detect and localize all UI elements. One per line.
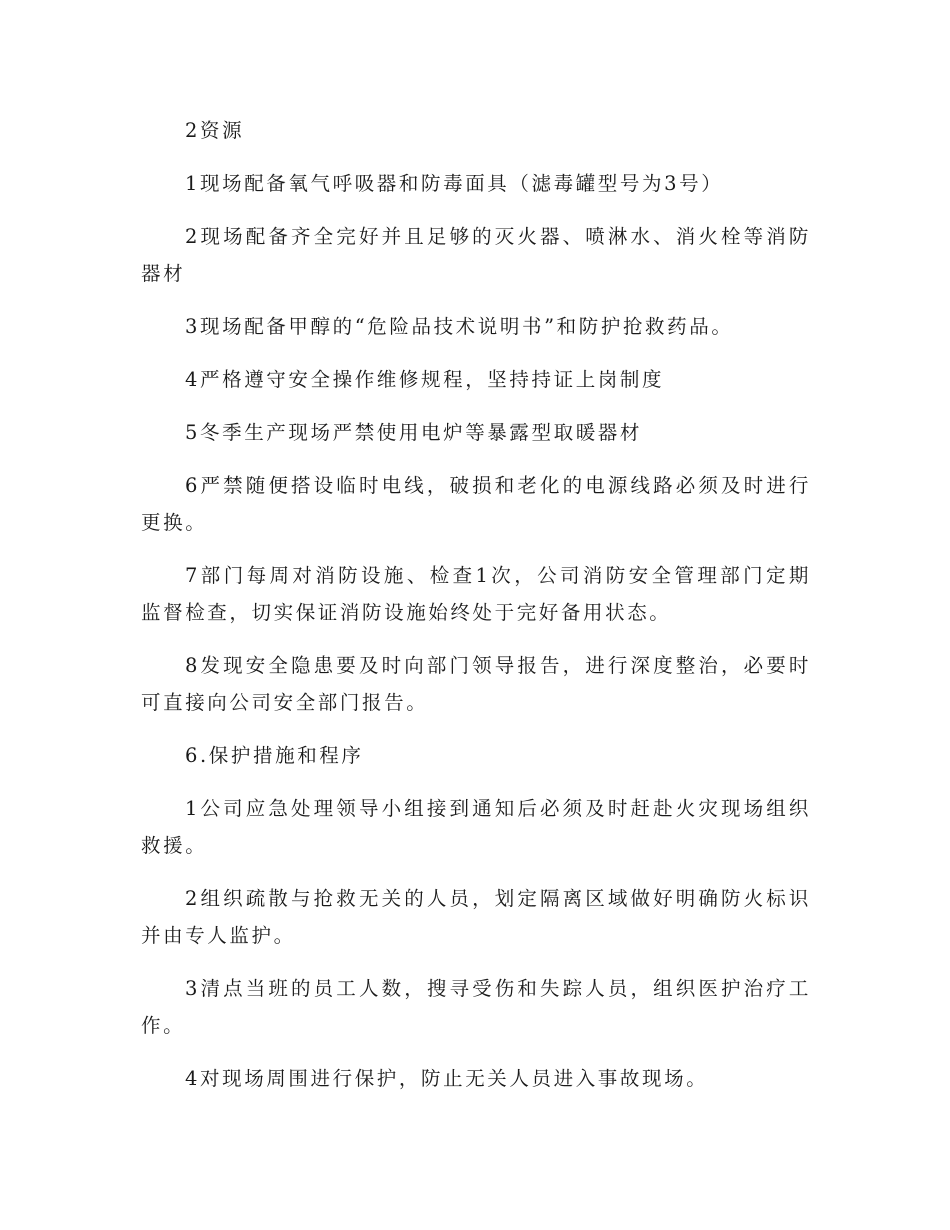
section-heading-protection: 6.保护措施和程序: [185, 744, 364, 767]
document-body: [141, 112, 811, 1113]
list-item: 6严禁随便搭设临时电线，破损和老化的电源线路必须及时进行更换。: [141, 474, 811, 534]
list-item: 1现场配备氧气呼吸器和防毒面具（滤毒罐型号为3号）: [185, 172, 724, 195]
list-item: 4严格遵守安全操作维修规程，坚持持证上岗制度: [185, 368, 665, 391]
list-item: 3现场配备甲醇的“危险品技术说明书”和防护抢救药品。: [185, 315, 734, 338]
list-item: 2现场配备齐全完好并且足够的灭火器、喷淋水、消火栓等消防器材: [141, 225, 811, 285]
list-item: 7部门每周对消防设施、检查1次，公司消防安全管理部门定期监督检查，切实保证消防设施始终处于完好备用状态。: [141, 564, 811, 624]
list-item: 1公司应急处理领导小组接到通知后必须及时赶赴火灾现场组织救援。: [141, 797, 811, 857]
list-item: 2组织疏散与抢救无关的人员，划定隔离区域做好明确防火标识并由专人监护。: [141, 887, 811, 947]
section-heading-resources: 2资源: [185, 119, 245, 142]
list-item: 4对现场周围进行保护，防止无关人员进入事故现场。: [185, 1067, 709, 1090]
list-item: 8发现安全隐患要及时向部门领导报告，进行深度整治，必要时可直接向公司安全部门报告。: [141, 654, 811, 714]
list-item: 5冬季生产现场严禁使用电炉等暴露型取暖器材: [185, 421, 643, 444]
list-item: 3清点当班的员工人数，搜寻受伤和失踪人员，组织医护治疗工作。: [141, 977, 811, 1037]
